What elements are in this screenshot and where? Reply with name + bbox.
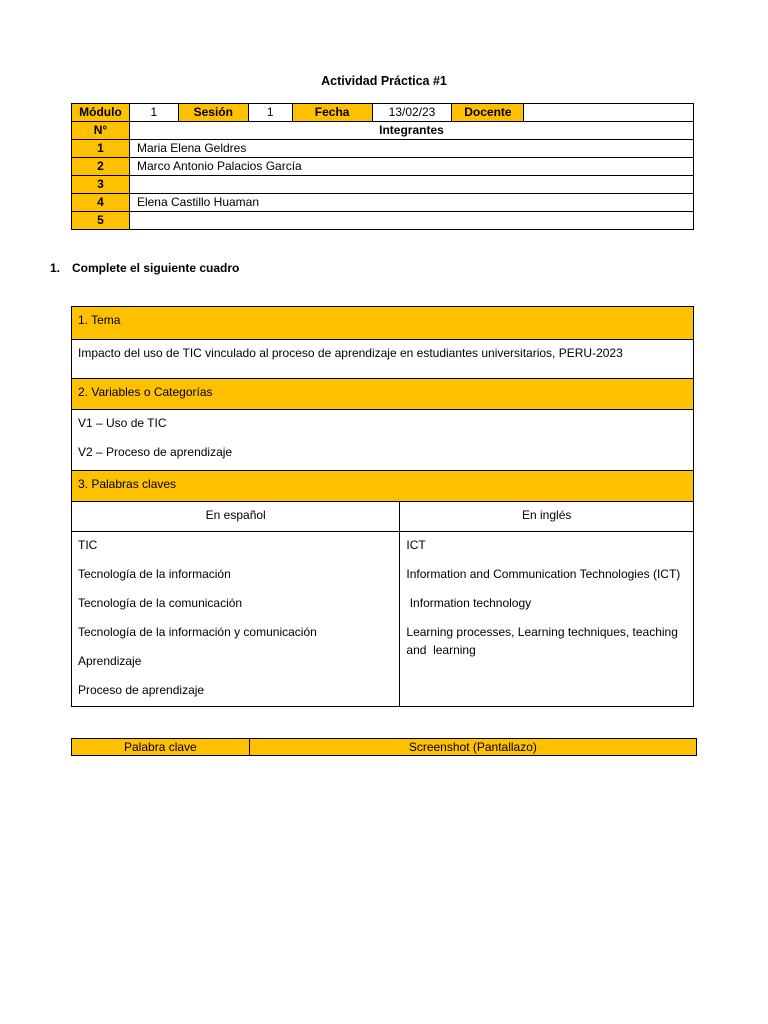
list-item: TIC bbox=[78, 538, 98, 552]
docente-value bbox=[524, 104, 694, 122]
screenshot-header: Screenshot (Pantallazo) bbox=[249, 739, 696, 756]
member-name bbox=[129, 176, 693, 194]
list-item: Proceso de aprendizaje bbox=[78, 683, 205, 697]
sesion-label: Sesión bbox=[178, 104, 248, 122]
table-row bbox=[72, 158, 694, 176]
document-title: Actividad Práctica #1 bbox=[321, 74, 447, 88]
integrantes-header-row bbox=[72, 122, 694, 140]
member-name bbox=[129, 212, 693, 230]
variables-cell bbox=[72, 410, 694, 471]
row-number: 4 bbox=[72, 194, 130, 212]
es-header: En español bbox=[72, 502, 400, 532]
modulo-label: Módulo bbox=[72, 104, 130, 122]
member-name: Maria Elena Geldres bbox=[129, 140, 693, 158]
en-header: En inglés bbox=[400, 502, 694, 532]
variables-label: 2. Variables o Categorías bbox=[72, 379, 694, 410]
num-label: N° bbox=[72, 122, 130, 140]
row-number: 1 bbox=[72, 140, 130, 158]
variable-v2: V2 – Proceso de aprendizaje bbox=[78, 445, 233, 459]
table-row bbox=[72, 194, 694, 212]
list-item: Learning processes, Learning techniques, teaching and learning bbox=[406, 625, 682, 657]
header-info-row bbox=[72, 104, 694, 122]
table-row bbox=[72, 176, 694, 194]
member-name: Elena Castillo Huaman bbox=[129, 194, 693, 212]
fecha-value: 13/02/23 bbox=[372, 104, 452, 122]
fecha-label: Fecha bbox=[292, 104, 372, 122]
tema-label: 1. Tema bbox=[72, 307, 694, 340]
row-number: 5 bbox=[72, 212, 130, 230]
list-item: Information technology bbox=[406, 596, 532, 610]
row-number: 3 bbox=[72, 176, 130, 194]
list-item: Tecnología de la información bbox=[78, 567, 231, 581]
variable-v1: V1 – Uso de TIC bbox=[78, 416, 167, 430]
en-keywords-cell bbox=[400, 532, 694, 707]
list-item: Tecnología de la información y comunicación bbox=[78, 625, 317, 639]
member-name: Marco Antonio Palacios García bbox=[129, 158, 693, 176]
palabras-label: 3. Palabras claves bbox=[72, 471, 694, 502]
palabra-clave-header: Palabra clave bbox=[72, 739, 250, 756]
question-1 bbox=[50, 261, 239, 275]
list-item: Tecnología de la comunicación bbox=[78, 596, 243, 610]
es-keywords-cell bbox=[72, 532, 400, 707]
docente-label: Docente bbox=[452, 104, 524, 122]
header-table bbox=[71, 103, 694, 230]
list-item: Aprendizaje bbox=[78, 654, 142, 668]
main-table bbox=[71, 306, 694, 707]
sesion-value: 1 bbox=[248, 104, 292, 122]
keyword-screenshot-table bbox=[71, 738, 697, 756]
table-row bbox=[72, 212, 694, 230]
table-row bbox=[72, 140, 694, 158]
integrantes-label: Integrantes bbox=[129, 122, 693, 140]
question-number: 1. bbox=[50, 261, 61, 275]
list-item: ICT bbox=[406, 538, 426, 552]
modulo-value: 1 bbox=[129, 104, 178, 122]
tema-value: Impacto del uso de TIC vinculado al proceso de aprendizaje en estudiantes universitarios, PERU-2023 bbox=[72, 340, 694, 379]
list-item: Information and Communication Technologies (ICT) bbox=[406, 567, 681, 581]
row-number: 2 bbox=[72, 158, 130, 176]
question-text: Complete el siguiente cuadro bbox=[72, 261, 240, 275]
